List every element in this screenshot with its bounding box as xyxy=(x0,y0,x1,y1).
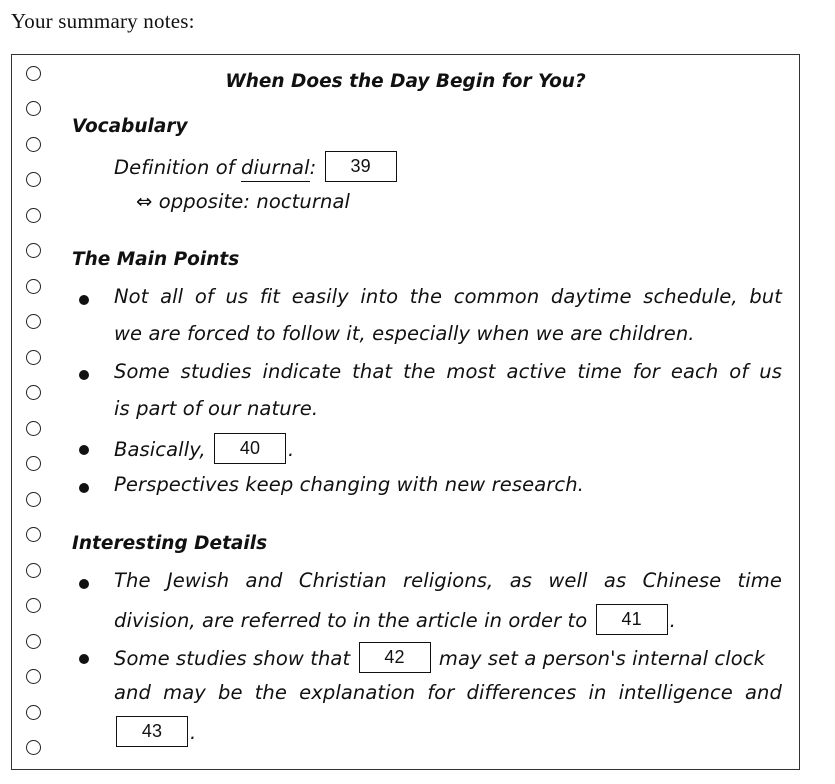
bullet-icon xyxy=(79,483,89,493)
main-point-3 xyxy=(114,435,294,466)
binder-ring xyxy=(26,492,41,507)
answer-box-40[interactable]: 40 xyxy=(214,433,286,464)
main-points-heading: The Main Points xyxy=(72,249,240,270)
detail-2-text-b: may set a person's internal clock xyxy=(438,647,765,670)
detail-2-period: . xyxy=(190,721,197,744)
main-point-1-line-1: Not all of us fit easily into the common daytime schedule, but xyxy=(114,285,782,308)
definition-line xyxy=(114,153,399,184)
binder-ring xyxy=(26,527,41,542)
answer-box-43[interactable]: 43 xyxy=(116,716,188,747)
binder-ring xyxy=(26,101,41,116)
answer-box-39[interactable]: 39 xyxy=(325,151,397,182)
detail-1-line-2-text: division, are referred to in the article in order to xyxy=(114,609,588,632)
binder-ring xyxy=(26,421,41,436)
bullet-icon xyxy=(79,654,89,664)
main-point-1-line-2: we are forced to follow it, especially when we are children. xyxy=(114,322,695,345)
binder-ring xyxy=(26,350,41,365)
binder-ring xyxy=(26,172,41,187)
binder-ring xyxy=(26,243,41,258)
bullet-icon xyxy=(79,579,89,589)
notebook-card xyxy=(11,54,800,770)
opposite-line xyxy=(136,190,350,213)
answer-box-41[interactable]: 41 xyxy=(596,604,668,635)
binder-ring xyxy=(26,669,41,684)
main-point-4: Perspectives keep changing with new research. xyxy=(114,473,584,496)
definition-prefix: Definition of xyxy=(114,156,242,179)
bullet-icon xyxy=(79,295,89,305)
binder-ring xyxy=(26,705,41,720)
binder-ring xyxy=(26,563,41,578)
vocabulary-heading: Vocabulary xyxy=(72,116,188,137)
main-point-3-period: . xyxy=(287,438,295,461)
details-heading: Interesting Details xyxy=(72,533,268,554)
summary-prompt: Your summary notes: xyxy=(11,9,195,33)
detail-1-line-1: The Jewish and Christian religions, as well as Chinese time xyxy=(114,569,782,592)
detail-2-line-2: and may be the explanation for differences in intelligence and xyxy=(114,681,782,704)
main-point-3-text: Basically, xyxy=(114,438,206,461)
bullet-icon xyxy=(79,445,89,455)
binder-ring xyxy=(26,634,41,649)
notes-title: When Does the Day Begin for You? xyxy=(225,71,586,92)
definition-colon: : xyxy=(309,156,317,179)
main-point-2-line-1: Some studies indicate that the most active time for each of us xyxy=(114,360,782,383)
binder-ring xyxy=(26,740,41,755)
binder-ring xyxy=(26,598,41,613)
binder-ring xyxy=(26,456,41,471)
vocabulary-term: diurnal xyxy=(241,156,310,182)
detail-2-line-3 xyxy=(114,718,196,749)
binder-ring xyxy=(26,137,41,152)
opposite-text: opposite: nocturnal xyxy=(158,190,351,213)
binder-ring xyxy=(26,314,41,329)
detail-1-line-2 xyxy=(114,606,676,637)
main-point-2-line-2: is part of our nature. xyxy=(114,397,319,420)
detail-2-text-a: Some studies show that xyxy=(114,647,351,670)
detail-1-period: . xyxy=(669,609,676,632)
answer-box-42[interactable]: 42 xyxy=(359,642,431,673)
opposite-arrow-icon: ⇔ xyxy=(136,190,153,213)
binder-ring xyxy=(26,385,41,400)
bullet-icon xyxy=(79,370,89,380)
binder-ring xyxy=(26,279,41,294)
binder-ring xyxy=(26,208,41,223)
detail-2-line-1 xyxy=(114,644,782,675)
